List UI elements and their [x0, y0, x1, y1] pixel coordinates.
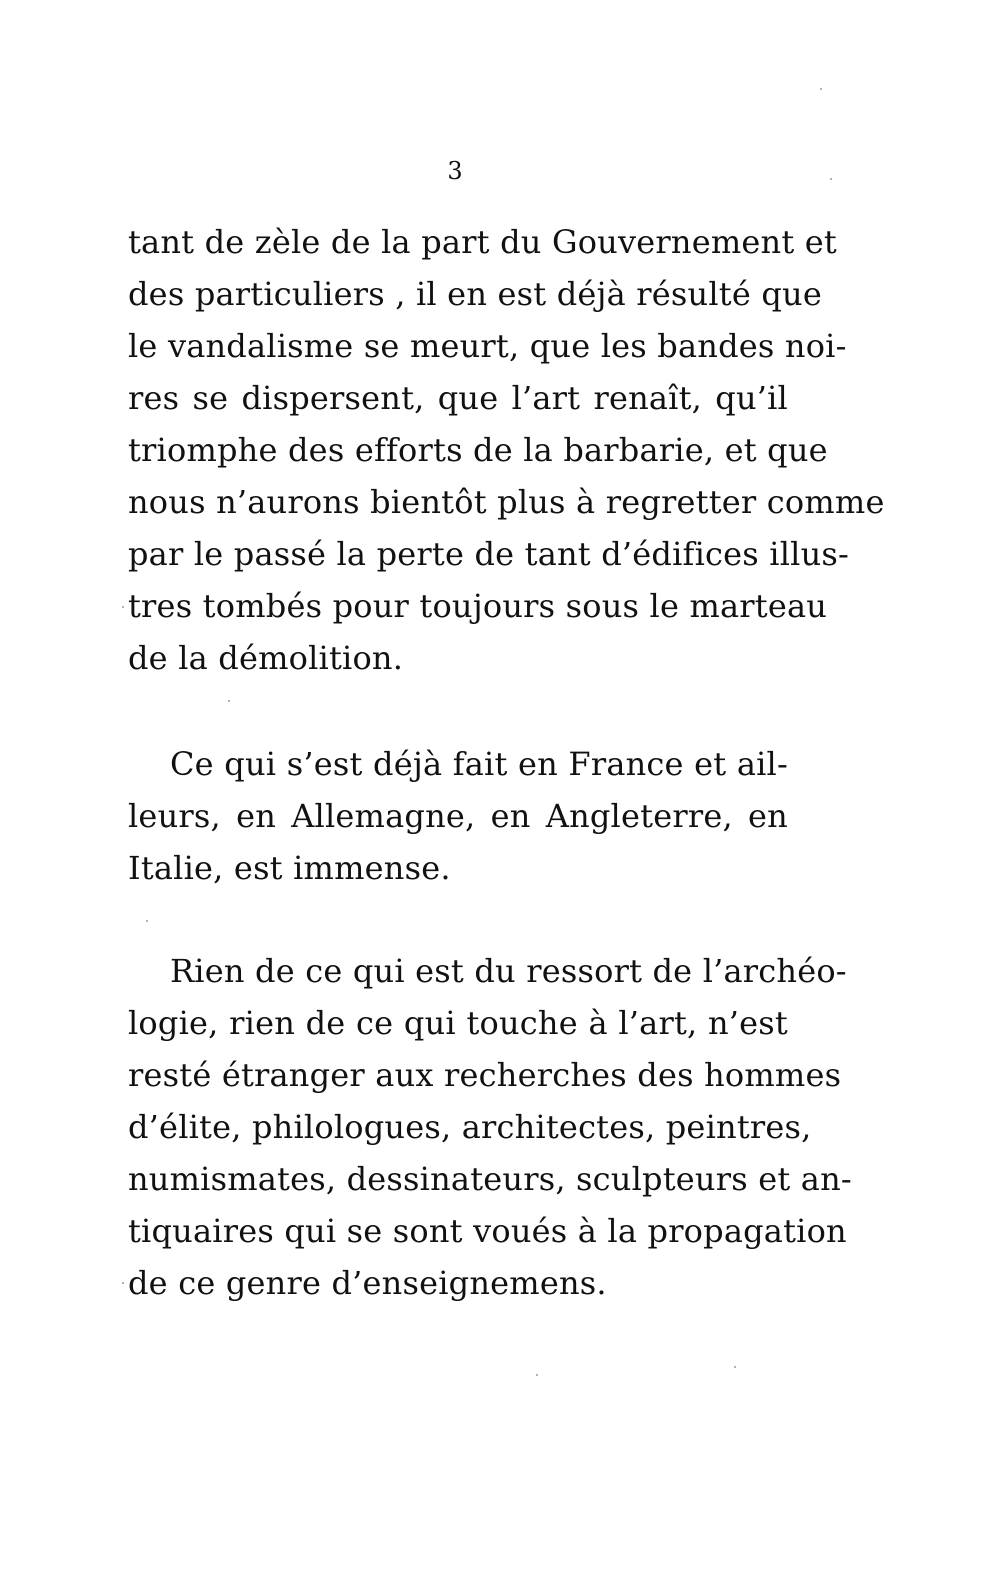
- paragraph-3: [128, 945, 852, 1309]
- text-line: tant de zèle de la part du Gouvernement et: [128, 223, 837, 261]
- text-line: tiquaires qui se sont voués à la propagation: [128, 1212, 847, 1250]
- page-number: 3: [447, 157, 463, 185]
- text-line: res se dispersent, que l’art renaît, qu’il: [128, 379, 788, 417]
- paper-speck: [734, 1366, 736, 1368]
- paper-speck: [820, 88, 822, 90]
- text-line: d’élite, philologues, architectes, peintres,: [128, 1108, 812, 1146]
- text-line: de la démolition.: [128, 639, 404, 677]
- text-line: resté étranger aux recherches des hommes: [128, 1056, 842, 1094]
- paper-speck: [536, 1374, 538, 1376]
- text-line: Rien de ce qui est du ressort de l’archéo-: [170, 952, 847, 990]
- text-line: numismates, dessinateurs, sculpteurs et an-: [128, 1160, 852, 1198]
- text-line: Ce qui s’est déjà fait en France et ail-: [170, 745, 788, 783]
- paragraph-1: [128, 216, 885, 684]
- text-line: le vandalisme se meurt, que les bandes noi-: [128, 327, 847, 365]
- paper-speck: [146, 920, 148, 922]
- text-line: des particuliers , il en est déjà résulté que: [128, 275, 822, 313]
- text-line: par le passé la perte de tant d’édifices illus-: [128, 535, 850, 573]
- paragraph-2: [128, 738, 788, 894]
- text-line: Italie, est immense.: [128, 849, 451, 887]
- text-line: tres tombés pour toujours sous le marteau: [128, 587, 828, 625]
- text-line: triomphe des efforts de la barbarie, et que: [128, 431, 828, 469]
- paper-speck: [122, 1282, 124, 1284]
- paper-speck: [228, 700, 230, 702]
- text-line: logie, rien de ce qui touche à l’art, n’est: [128, 1004, 788, 1042]
- text-line: leurs, en Allemagne, en Angleterre, en: [128, 797, 788, 835]
- paper-speck: [122, 606, 124, 608]
- text-line: de ce genre d’enseignemens.: [128, 1264, 607, 1302]
- text-line: nous n’aurons bientôt plus à regretter comme: [128, 483, 885, 521]
- paper-speck: [830, 178, 832, 180]
